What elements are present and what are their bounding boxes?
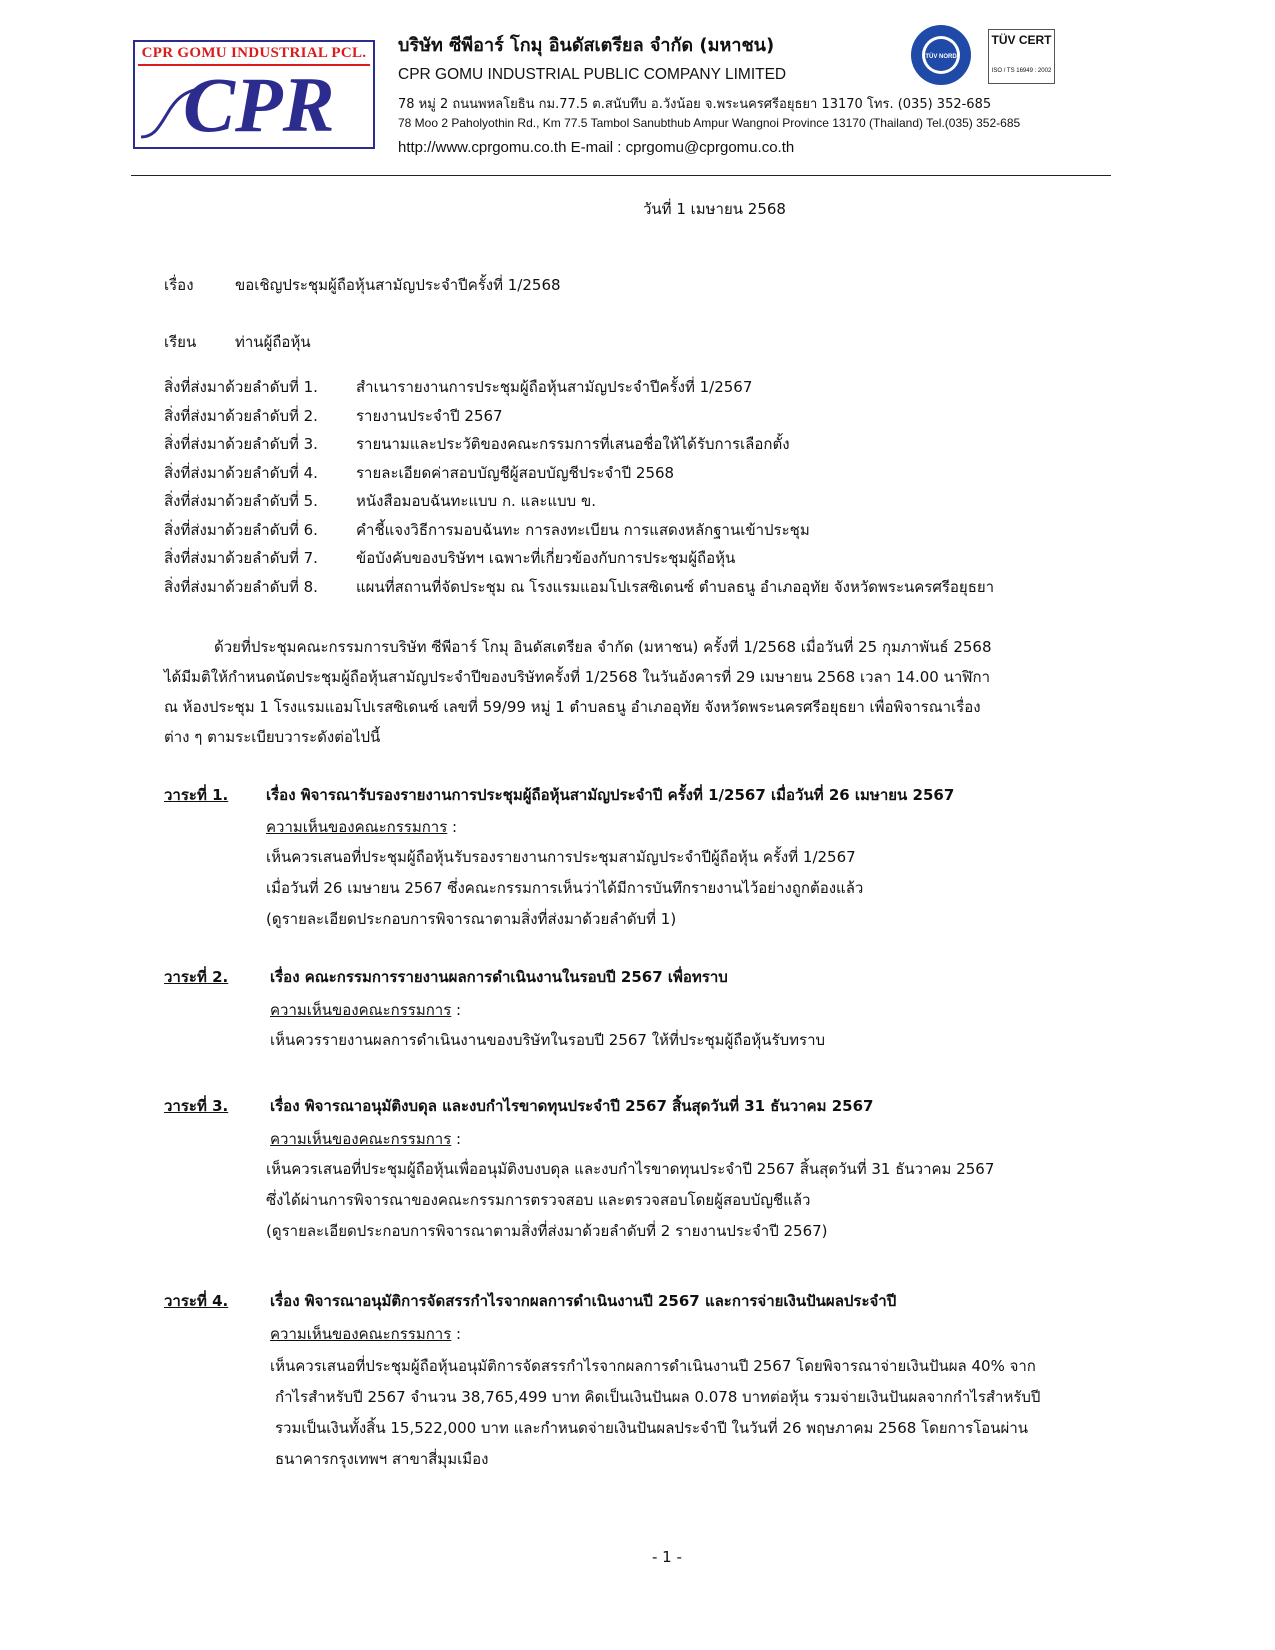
- enclosure-text: รายนามและประวัติของคณะกรรมการที่เสนอชื่อให้ได้รับการเลือกตั้ง: [356, 435, 790, 453]
- agenda-3-line: ซึ่งได้ผ่านการพิจารณาของคณะกรรมการตรวจสอบ และตรวจสอบโดยผู้สอบบัญชีแล้ว: [266, 1191, 811, 1209]
- agenda-1-opinion: [266, 815, 457, 839]
- board-opinion-label: ความเห็นของคณะกรรมการ: [270, 1130, 452, 1148]
- agenda-4-line: กำไรสำหรับปี 2567 จำนวน 38,765,499 บาท คิดเป็นเงินปันผล 0.078 บาทต่อหุ้น รวมจ่ายเงินปันผลจากกำไรสำหรับปี: [275, 1388, 1041, 1406]
- enclosure-label: สิ่งที่ส่งมาด้วยลำดับที่ 3.: [164, 435, 318, 453]
- company-logo: [133, 40, 375, 149]
- agenda-4-opinion: [270, 1322, 461, 1346]
- to-label: เรียน: [164, 333, 197, 351]
- page-number: - 1 -: [652, 1548, 682, 1566]
- agenda-2-opinion: [270, 998, 461, 1022]
- agenda-4-title: เรื่อง พิจารณาอนุมัติการจัดสรรกำไรจากผลการดำเนินงานปี 2567 และการจ่ายเงินปันผลประจำปี: [270, 1292, 897, 1310]
- company-name-thai: บริษัท ซีพีอาร์ โกมุ อินดัสเตรียล จำกัด (มหาชน): [398, 35, 775, 56]
- agenda-3-line: เห็นควรเสนอที่ประชุมผู้ถือหุ้นเพื่ออนุมัติงบงบดุล และงบกำไรขาดทุนประจำปี 2567 สิ้นสุดวันที่ 31 ธันวาคม 2567: [266, 1160, 995, 1178]
- letter-date: วันที่ 1 เมษายน 2568: [643, 200, 786, 218]
- enclosure-text: หนังสือมอบฉันทะแบบ ก. และแบบ ข.: [356, 492, 596, 510]
- tuv-nord-seal-icon: [909, 23, 973, 87]
- header-divider: [131, 175, 1111, 176]
- agenda-1-number: วาระที่ 1.: [164, 786, 229, 804]
- agenda-2-number: วาระที่ 2.: [164, 968, 229, 986]
- cert1-label: TÜV NORD: [925, 54, 957, 60]
- to-text: ท่านผู้ถือหุ้น: [235, 333, 311, 351]
- agenda-4-line: ธนาคารกรุงเทพฯ สาขาสี่มุมเมือง: [275, 1450, 489, 1468]
- enclosure-text: คำชี้แจงวิธีการมอบฉันทะ การลงทะเบียน การแสดงหลักฐานเข้าประชุม: [356, 520, 810, 539]
- cert2-bottom-text: ISO / TS 16949 : 2002: [991, 68, 1052, 74]
- enclosure-text: รายงานประจำปี 2567: [356, 406, 503, 425]
- agenda-1-line: เห็นควรเสนอที่ประชุมผู้ถือหุ้นรับรองรายงานการประชุมสามัญประจำปีผู้ถือหุ้น ครั้งที่ 1/2567: [266, 848, 856, 866]
- agenda-1-line: (ดูรายละเอียดประกอบการพิจารณาตามสิ่งที่ส่งมาด้วยลำดับที่ 1): [266, 910, 677, 928]
- logo-main-text: CPR: [183, 61, 335, 148]
- agenda-4-number: วาระที่ 4.: [164, 1292, 229, 1310]
- logo-top-text: CPR GOMU INDUSTRIAL PCL.: [141, 45, 367, 61]
- opinion-colon: :: [451, 1130, 462, 1148]
- enclosure-text: สำเนารายงานการประชุมผู้ถือหุ้นสามัญประจำปีครั้งที่ 1/2567: [356, 378, 753, 396]
- opinion-colon: :: [451, 1325, 462, 1343]
- enclosure-text: แผนที่สถานที่จัดประชุม ณ โรงแรมแอมโปเรสซิเดนซ์ ตำบลธนู อำเภออุทัย จังหวัดพระนครศรีอยุธยา: [356, 577, 995, 596]
- enclosure-label: สิ่งที่ส่งมาด้วยลำดับที่ 6.: [164, 520, 318, 539]
- board-opinion-label: ความเห็นของคณะกรรมการ: [270, 1325, 452, 1343]
- board-opinion-label: ความเห็นของคณะกรรมการ: [270, 1001, 452, 1019]
- agenda-1-line: เมื่อวันที่ 26 เมษายน 2567 ซึ่งคณะกรรมการเห็นว่าได้มีการบันทึกรายงานไว้อย่างถูกต้องแล้ว: [266, 879, 864, 897]
- opinion-colon: :: [447, 818, 458, 836]
- address-english: 78 Moo 2 Paholyothin Rd., Km 77.5 Tambol Sanubthub Ampur Wangnoi Province 13170 (Thailand) Tel.(035) 352-685: [398, 116, 1021, 130]
- intro-line: ต่าง ๆ ตามระเบียบวาระดังต่อไปนี้: [164, 728, 381, 746]
- enclosure-label: สิ่งที่ส่งมาด้วยลำดับที่ 5.: [164, 492, 318, 510]
- intro-line: ได้มีมติให้กำหนดนัดประชุมผู้ถือหุ้นสามัญประจำปีของบริษัทครั้งที่ 1/2568 ในวันอังคารที่ 29 เมษายน 2568 เวลา 14.00 นาฬิกา: [164, 668, 991, 686]
- cert2-top-text: TÜV CERT: [991, 33, 1052, 47]
- intro-line: ณ ห้องประชุม 1 โรงแรมแอมโปเรสซิเดนซ์ เลขที่ 59/99 หมู่ 1 ตำบลธนู อำเภออุทัย จังหวัดพระนครศรีอยุธยา เพื่อพิจารณาเรื่อง: [164, 698, 981, 716]
- enclosure-label: สิ่งที่ส่งมาด้วยลำดับที่ 1.: [164, 378, 318, 396]
- agenda-3-title: เรื่อง พิจารณาอนุมัติงบดุล และงบกำไรขาดทุนประจำปี 2567 สิ้นสุดวันที่ 31 ธันวาคม 2567: [270, 1097, 874, 1115]
- agenda-2-title: เรื่อง คณะกรรมการรายงานผลการดำเนินงานในรอบปี 2567 เพื่อทราบ: [270, 968, 728, 986]
- enclosure-text: ข้อบังคับของบริษัทฯ เฉพาะที่เกี่ยวข้องกับการประชุมผู้ถือหุ้น: [356, 549, 736, 567]
- opinion-colon: :: [451, 1001, 462, 1019]
- enclosure-label: สิ่งที่ส่งมาด้วยลำดับที่ 4.: [164, 463, 318, 482]
- agenda-1-title: เรื่อง พิจารณารับรองรายงานการประชุมผู้ถือหุ้นสามัญประจำปี ครั้งที่ 1/2567 เมื่อวันที่ 26 เมษายน 2567: [266, 786, 955, 804]
- company-name-english: CPR GOMU INDUSTRIAL PUBLIC COMPANY LIMITED: [398, 66, 787, 83]
- subject-text: ขอเชิญประชุมผู้ถือหุ้นสามัญประจำปีครั้งที่ 1/2568: [235, 276, 561, 294]
- agenda-3-line: (ดูรายละเอียดประกอบการพิจารณาตามสิ่งที่ส่งมาด้วยลำดับที่ 2 รายงานประจำปี 2567): [266, 1222, 828, 1240]
- agenda-3-number: วาระที่ 3.: [164, 1097, 229, 1115]
- agenda-4-line: เห็นควรเสนอที่ประชุมผู้ถือหุ้นอนุมัติการจัดสรรกำไรจากผลการดำเนินงานปี 2567 โดยพิจารณาจ่ายเงินปันผล 40% จาก: [270, 1357, 1036, 1375]
- enclosure-label: สิ่งที่ส่งมาด้วยลำดับที่ 8.: [164, 577, 318, 596]
- tuv-cert-badge: [988, 29, 1055, 84]
- enclosure-text: รายละเอียดค่าสอบบัญชีผู้สอบบัญชีประจำปี 2568: [356, 463, 675, 482]
- agenda-3-opinion: [270, 1127, 461, 1151]
- intro-line: ด้วยที่ประชุมคณะกรรมการบริษัท ซีพีอาร์ โกมุ อินดัสเตรียล จำกัด (มหาชน) ครั้งที่ 1/2568 เมื่อวันที่ 25 กุมภาพันธ์ 2568: [214, 638, 992, 656]
- subject-label: เรื่อง: [164, 276, 194, 294]
- enclosure-label: สิ่งที่ส่งมาด้วยลำดับที่ 7.: [164, 549, 318, 567]
- board-opinion-label: ความเห็นของคณะกรรมการ: [266, 818, 448, 836]
- agenda-4-line: รวมเป็นเงินทั้งสิ้น 15,522,000 บาท และกำหนดจ่ายเงินปันผลประจำปี ในวันที่ 26 พฤษภาคม 2568 โดยการโอนผ่าน: [275, 1419, 1029, 1437]
- agenda-2-line: เห็นควรรายงานผลการดำเนินงานของบริษัทในรอบปี 2567 ให้ที่ประชุมผู้ถือหุ้นรับทราบ: [270, 1031, 826, 1049]
- address-thai: 78 หมู่ 2 ถนนพหลโยธิน กม.77.5 ต.สนับทึบ อ.วังน้อย จ.พระนครศรีอยุธยา 13170 โทร. (035) 352-685: [398, 97, 992, 112]
- website-email: http://www.cprgomu.co.th E-mail : cprgomu@cprgomu.co.th: [398, 139, 795, 156]
- enclosure-label: สิ่งที่ส่งมาด้วยลำดับที่ 2.: [164, 406, 318, 425]
